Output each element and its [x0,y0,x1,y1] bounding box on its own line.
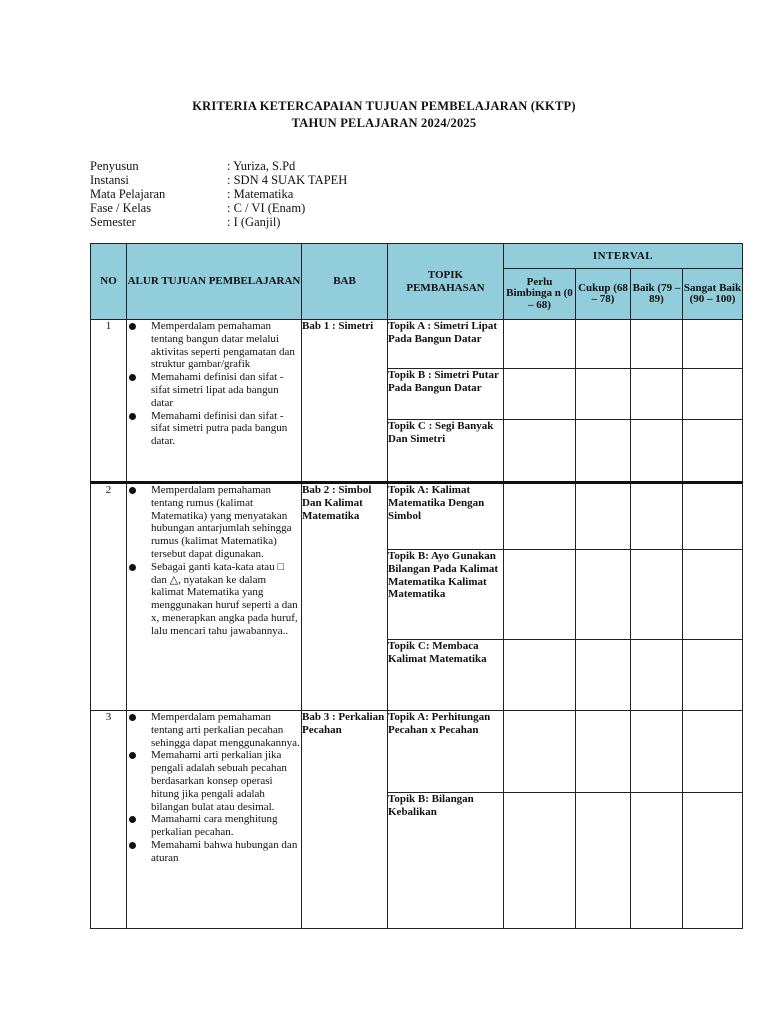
alur-item: Mamahami cara menghitung perkalian pecahan. [127,813,301,839]
score-cell [631,711,683,793]
score-cell [504,550,576,640]
header-bab: BAB [302,244,388,320]
alur-cell [127,711,302,929]
info-row-fase-kelas [90,201,347,215]
score-cell [631,550,683,640]
table-row [91,483,743,550]
row-number: 3 [91,711,127,929]
score-cell [504,640,576,711]
alur-item: Memperdalam pemahaman tentang bangun datar melalui aktivitas seperti pengamatan dan struktur gambar/grafik [127,320,301,371]
bab-cell: Bab 1 : Simetri [302,320,388,483]
alur-item: Memahami definisi dan sifat - sifat simetri putra pada bangun datar. [127,410,301,448]
score-cell [631,320,683,369]
score-cell [631,420,683,483]
score-cell [683,640,743,711]
score-cell [631,793,683,929]
alur-cell [127,483,302,711]
info-value: : Matematika [227,187,294,201]
header-topik: TOPIK PEMBAHASAN [388,244,504,320]
header-no: NO [91,244,127,320]
score-cell [576,793,631,929]
info-value: : C / VI (Enam) [227,201,306,215]
topik-cell: Topik A: Perhitungan Pecahan x Pecahan [388,711,504,793]
info-block [90,159,347,229]
info-value: : SDN 4 SUAK TAPEH [227,173,348,187]
document-subtitle: TAHUN PELAJARAN 2024/2025 [291,116,477,130]
score-cell [576,420,631,483]
bab-cell: Bab 3 : Perkalian Pecahan [302,711,388,929]
info-row-penyusun [90,159,347,173]
topik-cell: Topik A: Kalimat Matematika Dengan Simbol [388,483,504,550]
score-cell [631,640,683,711]
info-value: : I (Ganjil) [227,215,281,229]
header-alur: ALUR TUJUAN PEMBELAJARAN [127,244,302,320]
score-cell [683,420,743,483]
score-cell [683,711,743,793]
info-label: Instansi [90,173,129,187]
score-cell [504,320,576,369]
topik-cell: Topik B: Bilangan Kebalikan [388,793,504,929]
table-row [91,320,743,369]
score-cell [576,369,631,420]
header-baik: Baik (79 – 89) [631,269,683,320]
alur-item: Memahami definisi dan sifat - sifat simetri lipat ada bangun datar [127,371,301,409]
document-title: KRITERIA KETERCAPAIAN TUJUAN PEMBELAJARAN (KKTP) [192,99,576,113]
score-cell [683,483,743,550]
info-row-instansi [90,173,347,187]
info-row-semester [90,215,347,229]
score-cell [504,483,576,550]
score-cell [631,369,683,420]
info-label: Penyusun [90,159,139,173]
table-row [91,711,743,793]
alur-item: Memperdalam pemahaman tentang rumus (kalimat Matematika) yang menyatakan hubungan antarjumlah sehingga rumus (kalimat Matematika) tersebut dapat digunakan. [127,484,301,561]
score-cell [576,640,631,711]
score-cell [576,550,631,640]
score-cell [504,711,576,793]
info-label: Mata Pelajaran [90,187,166,201]
score-cell [504,369,576,420]
alur-item: Memperdalam pemahaman tentang arti perkalian pecahan sehingga dapat menggunakannya. [127,711,301,749]
topik-cell: Topik B : Simetri Putar Pada Bangun Datar [388,369,504,420]
header-perlu-bimbingan: Perlu Bimbinga n (0 – 68) [504,269,576,320]
info-label: Semester [90,215,136,229]
row-number: 1 [91,320,127,483]
alur-cell [127,320,302,483]
alur-item: Sebagai ganti kata-kata atau □ dan △, nyatakan ke dalam kalimat Matematika yang menggunakan huruf seperti a dan x, menerapkan angka pada huruf, lalu mencari tahu jawabannya.. [127,561,301,638]
score-cell [504,793,576,929]
info-label: Fase / Kelas [90,201,152,215]
header-interval: INTERVAL [504,244,743,269]
topik-cell: Topik B: Ayo Gunakan Bilangan Pada Kalimat Matematika Kalimat Matematika [388,550,504,640]
score-cell [683,320,743,369]
row-number: 2 [91,483,127,711]
score-cell [683,793,743,929]
score-cell [504,420,576,483]
header-sangat-baik: Sangat Baik (90 – 100) [683,269,743,320]
alur-item: Memahami bahwa hubungan dan aturan [127,839,301,865]
score-cell [683,550,743,640]
score-cell [683,369,743,420]
topik-cell: Topik A : Simetri Lipat Pada Bangun Datar [388,320,504,369]
header-cukup: Cukup (68 – 78) [576,269,631,320]
bab-cell: Bab 2 : Simbol Dan Kalimat Matematika [302,483,388,711]
info-value: : Yuriza, S.Pd [227,159,296,173]
kktp-table [90,243,743,929]
info-row-mata-pelajaran [90,187,347,201]
alur-item: Memahami arti perkalian jika pengali adalah sebuah pecahan berdasarkan konsep operasi hitung jika pengali adalah bilangan bulat atau desimal. [127,749,301,813]
score-cell [631,483,683,550]
topik-cell: Topik C: Membaca Kalimat Matematika [388,640,504,711]
score-cell [576,320,631,369]
score-cell [576,711,631,793]
score-cell [576,483,631,550]
topik-cell: Topik C : Segi Banyak Dan Simetri [388,420,504,483]
